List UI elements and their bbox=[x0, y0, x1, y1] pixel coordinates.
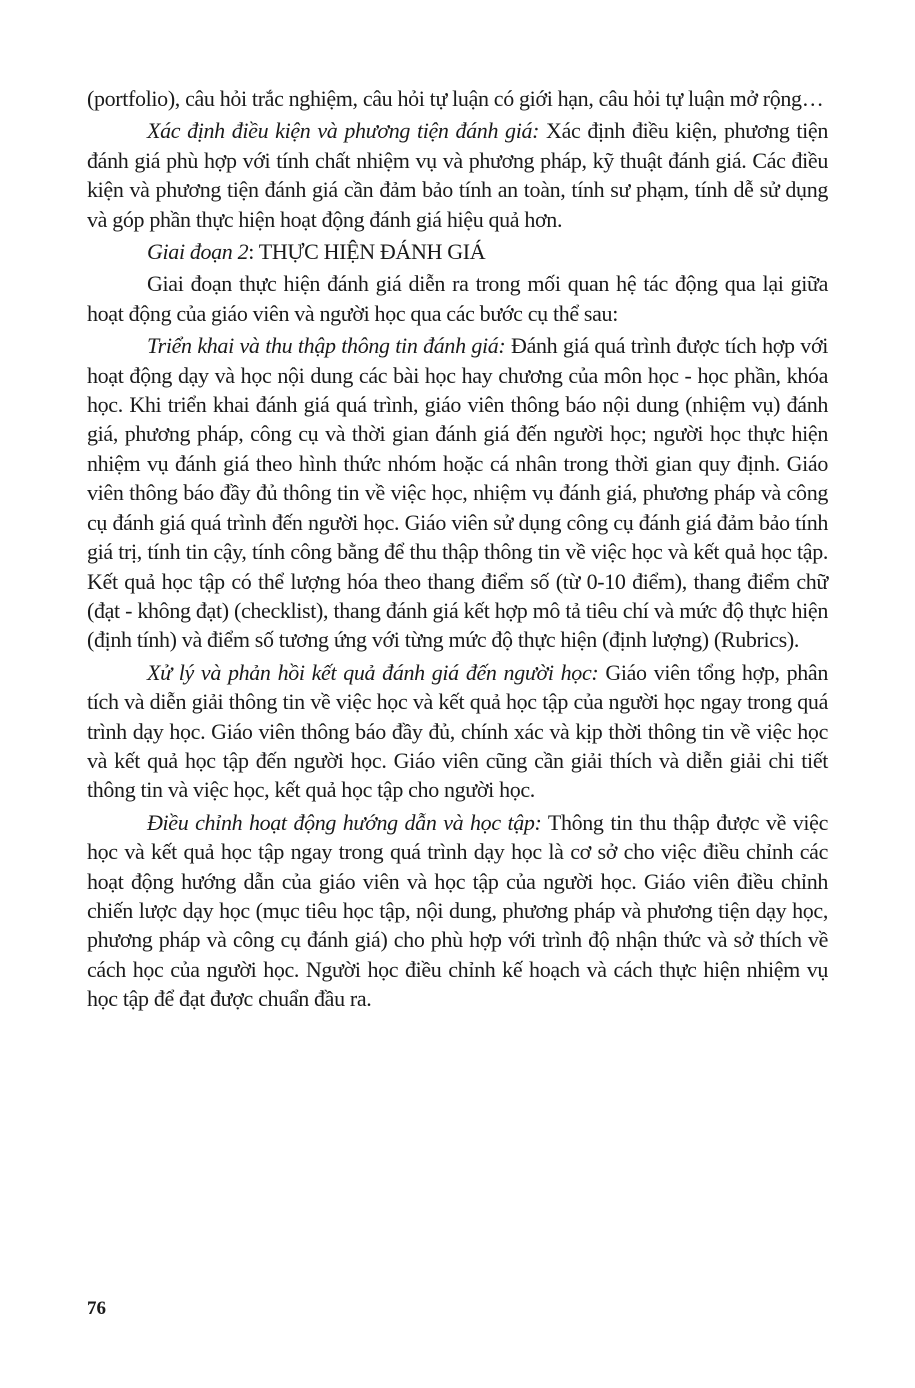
document-page bbox=[87, 84, 828, 1017]
paragraph-text: Đánh giá quá trình được tích hợp với hoạt động dạy và học nội dung các bài học hay chương của môn học - học phần, khóa học. Khi triển khai đánh giá quá trình, giáo viên thông báo nội dung (nhiệm vụ) đánh giá, phương pháp, công cụ và thời gian đánh giá đến người học; người học thực hiện nhiệm vụ đánh giá theo hình thức nhóm hoặc cá nhân trong thời gian quy định. Giáo viên thông báo đầy đủ thông tin về việc học, nhiệm vụ đánh giá, phương pháp và công cụ đánh giá quá trình đến người học. Giáo viên sử dụng công cụ đánh giá đảm bảo tính giá trị, tính tin cậy, tính công bằng để thu thập thông tin về việc học và kết quả học tập. Kết quả học tập có thể lượng hóa theo thang điểm số (từ 0-10 điểm), thang điểm chữ (đạt - không đạt) (checklist), thang đánh giá kết hợp mô tả tiêu chí và mức độ thực hiện (định tính) và điểm số tương ứng với từng mức độ thực hiện (định lượng) (Rubrics). bbox=[87, 333, 828, 653]
paragraph-text: Giai đoạn thực hiện đánh giá diễn ra trong mối quan hệ tác động qua lại giữa hoạt động của giáo viên và người học qua các bước cụ thể sau: bbox=[87, 271, 828, 326]
paragraph-adjust-guidance bbox=[87, 808, 828, 1014]
paragraph-lead: Xử lý và phản hồi kết quả đánh giá đến người học: bbox=[147, 659, 599, 685]
paragraph-deploy-collect bbox=[87, 331, 828, 654]
paragraph-process-feedback bbox=[87, 658, 828, 805]
paragraph-text: Giáo viên tổng hợp, phân tích và diễn giải thông tin về việc học và kết quả học tập của người học ngay trong quá trình dạy học. Giáo viên thông báo đầy đủ, chính xác và kịp thời thông tin về việc học và kết quả học tập đến người học. Giáo viên cũng cần giải thích và diễn giải chi tiết thông tin và việc học, kết quả học tập cho người học. bbox=[87, 659, 828, 803]
paragraph-lead: Triển khai và thu thập thông tin đánh giá: bbox=[147, 333, 506, 359]
paragraph-text: Thông tin thu thập được về việc học và kết quả học tập ngay trong quá trình dạy học là cơ sở cho việc điều chỉnh các hoạt động hướng dẫn của giáo viên và học tập của người học. Giáo viên điều chỉnh chiến lược dạy học (mục tiêu học tập, nội dung, phương pháp và phương tiện dạy học, phương pháp và công cụ đánh giá) cho phù hợp với trình độ nhận thức và sở thích về cách học của người học. Người học điều chỉnh kế hoạch và cách thực hiện nhiệm vụ học tập để đạt được chuẩn đầu ra. bbox=[87, 809, 828, 1012]
heading-text: : THỰC HIỆN ĐÁNH GIÁ bbox=[248, 239, 486, 265]
paragraph-lead: Điều chỉnh hoạt động hướng dẫn và học tập: bbox=[147, 809, 542, 835]
paragraph-lead: Xác định điều kiện và phương tiện đánh giá: bbox=[147, 118, 540, 144]
page-number: 76 bbox=[87, 1298, 106, 1319]
paragraph-conditions-means bbox=[87, 116, 828, 234]
paragraph-text: (portfolio), câu hỏi trắc nghiệm, câu hỏi tự luận có giới hạn, câu hỏi tự luận mở rộng… bbox=[87, 86, 824, 111]
heading-lead: Giai đoạn 2 bbox=[147, 239, 249, 265]
section-heading-stage-2 bbox=[87, 237, 828, 266]
paragraph-continuation bbox=[87, 84, 828, 113]
paragraph-text: Xác định điều kiện, phương tiện đánh giá phù hợp với tính chất nhiệm vụ và phương pháp, kỹ thuật đánh giá. Các điều kiện và phương tiện đánh giá cần đảm bảo tính an toàn, tính sư phạm, tính dễ sử dụng và góp phần thực hiện hoạt động đánh giá hiệu quả hơn. bbox=[87, 118, 828, 232]
paragraph-stage-intro bbox=[87, 269, 828, 328]
